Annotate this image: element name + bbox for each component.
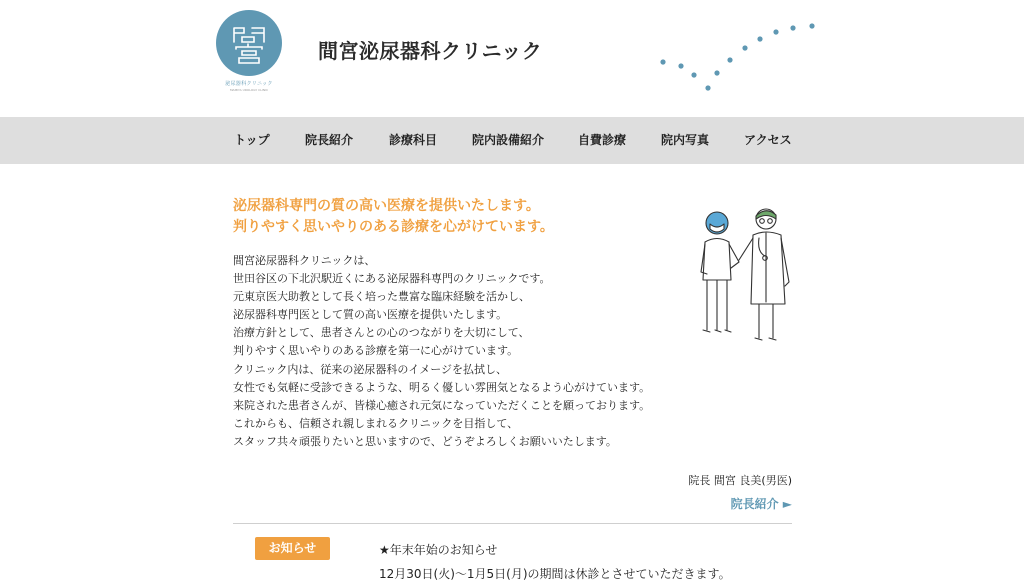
greeting-line: 来院された患者さんが、皆様心癒され元気になっていただくことを願っております。 — [233, 398, 651, 412]
greeting-text — [233, 252, 650, 451]
logo-caption-en: MAMIYA UROLOGY CLINIC — [229, 88, 269, 92]
tagline — [233, 196, 554, 238]
site-header — [0, 0, 1024, 117]
nav-item-access[interactable]: アクセス — [744, 133, 792, 147]
news-title[interactable]: ★年末年始のお知らせ — [379, 543, 498, 557]
director-signature: 院長 間宮 良美(男医) — [688, 474, 792, 487]
news-body: 12月30日(火)～1月5日(月)の期間は休診とさせていただきます。 — [379, 567, 731, 581]
doctor-patient-illustration — [693, 202, 798, 347]
greeting-line: 世田谷区の下北沢駅近くにある泌尿器科専門のクリニックです。 — [233, 272, 551, 286]
director-profile-link[interactable]: 院長紹介 ► — [730, 497, 792, 511]
main-nav — [0, 117, 1024, 164]
logo-emblem — [216, 10, 282, 76]
logo-caption: 泌尿器科クリニック — [225, 81, 273, 87]
clinic-logo[interactable] — [213, 10, 285, 110]
greeting-line: クリニック内は、従来の泌尿器科のイメージを払拭し、 — [233, 362, 508, 376]
greeting-line: 間宮泌尿器科クリニックは、 — [233, 254, 376, 267]
nav-item-top[interactable]: トップ — [234, 133, 270, 147]
decorative-dots — [655, 20, 820, 95]
tagline-line-2: 判りやすく思いやりのある診療を心がけています。 — [233, 219, 554, 235]
nav-item-departments[interactable]: 診療科目 — [389, 133, 438, 147]
greeting-line: 女性でも気軽に受診できるような、明るく優しい雰囲気となるよう心がけています。 — [233, 380, 651, 394]
greeting-line: スタッフ共々頑張りたいと思いますので、どうぞよろしくお願いいたします。 — [233, 434, 617, 448]
greeting-line: 泌尿器科専門医として質の高い医療を提供いたします。 — [233, 308, 508, 322]
nav-item-director[interactable]: 院長紹介 — [305, 133, 354, 147]
nav-item-photos[interactable]: 院内写真 — [661, 133, 710, 147]
greeting-line: 判りやすく思いやりのある診療を第一に心がけています。 — [233, 344, 519, 358]
nav-item-self-pay[interactable]: 自費診療 — [578, 133, 627, 147]
tagline-line-1: 泌尿器科専門の質の高い医療を提供いたします。 — [233, 198, 540, 214]
greeting-line: 治療方針として、患者さんとの心のつながりを大切にして、 — [233, 326, 530, 340]
greeting-line: 元東京医大助教として長く培った豊富な臨床経験を活かし、 — [233, 290, 530, 304]
divider — [233, 523, 792, 524]
news-badge: お知らせ — [255, 537, 330, 560]
nav-item-facilities[interactable]: 院内設備紹介 — [472, 133, 545, 147]
site-title[interactable]: 間宮泌尿器科クリニック — [318, 39, 543, 63]
greeting-line: これからも、信頼され親しまれるクリニックを目指して、 — [233, 416, 519, 430]
